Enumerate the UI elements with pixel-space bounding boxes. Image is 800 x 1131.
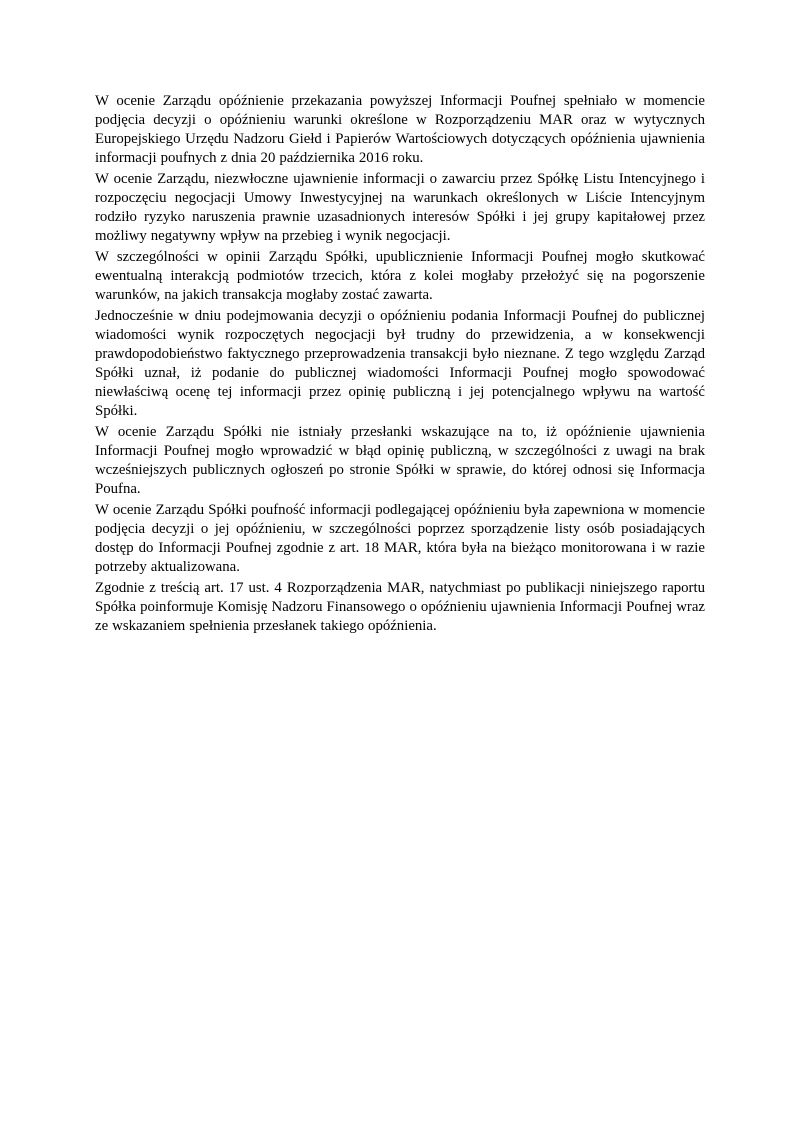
paragraph-knf-notification: Zgodnie z treścią art. 17 ust. 4 Rozporządzenia MAR, natychmiast po publikacji niniejszego raportu Spółka poinformuje Komisję Nadzoru Finansowego o opóźnieniu ujawnienia Informacji Poufnej wraz ze wskazaniem spełnienia przesłanek takiego opóźnienia. bbox=[95, 580, 705, 634]
paragraph-confidentiality-list: W ocenie Zarządu Spółki poufność informacji podlegającej opóźnieniu była zapewniona w momencie podjęcia decyzji o jej opóźnieniu, w szczególności poprzez sporządzenie listy osób posiadających dostęp do Informacji Poufnej zgodnie z art. 18 MAR, która była na bieżąco monitorowana i w razie potrzeby aktualizowana. bbox=[95, 502, 705, 575]
paragraph-delay-conditions: W ocenie Zarządu opóźnienie przekazania powyższej Informacji Poufnej spełniało w momencie podjęcia decyzji o opóźnieniu warunki określone w Rozporządzeniu MAR oraz w wytycznych Europejskiego Urzędu Nadzoru Giełd i Papierów Wartościowych dotyczących opóźnienia ujawnienia informacji poufnych z dnia 20 października 2016 roku. bbox=[95, 93, 705, 166]
paragraph-third-party-interaction: W szczególności w opinii Zarządu Spółki, upublicznienie Informacji Poufnej mogło skutkować ewentualną interakcją podmiotów trzecich, która z kolei mogłaby przełożyć się na pogorszenie warunków, na jakich transakcja mogłaby zostać zawarta. bbox=[95, 249, 705, 303]
paragraph-risk-of-disclosure: W ocenie Zarządu, niezwłoczne ujawnienie informacji o zawarciu przez Spółkę Listu Intencyjnego i rozpoczęciu negocjacji Umowy Inwestycyjnej na warunkach określonych w Liście Intencyjnym rodziło ryzyko naruszenia prawnie uzasadnionych interesów Spółki i jej grupy kapitałowej przez możliwy negatywny wpływ na przebieg i wynik negocjacji. bbox=[95, 171, 705, 244]
paragraph-no-misleading: W ocenie Zarządu Spółki nie istniały przesłanki wskazujące na to, iż opóźnienie ujawnienia Informacji Poufnej mogło wprowadzić w błąd opinię publiczną, w szczególności z uwagi na brak wcześniejszych publicznych ogłoszeń po stronie Spółki w sprawie, do której odnosi się Informacja Poufna. bbox=[95, 424, 705, 497]
paragraph-negotiation-uncertainty: Jednocześnie w dniu podejmowania decyzji o opóźnieniu podania Informacji Poufnej do publicznej wiadomości wynik rozpoczętych negocjacji był trudny do przewidzenia, a w konsekwencji prawdopodobieństwo faktycznego przeprowadzenia transakcji było nieznane. Z tego względu Zarząd Spółki uznał, iż podanie do publicznej wiadomości Informacji Poufnej mogło spowodować niewłaściwą ocenę tej informacji przez opinię publiczną i jej potencjalnego wpływu na wartość Spółki. bbox=[95, 308, 705, 419]
